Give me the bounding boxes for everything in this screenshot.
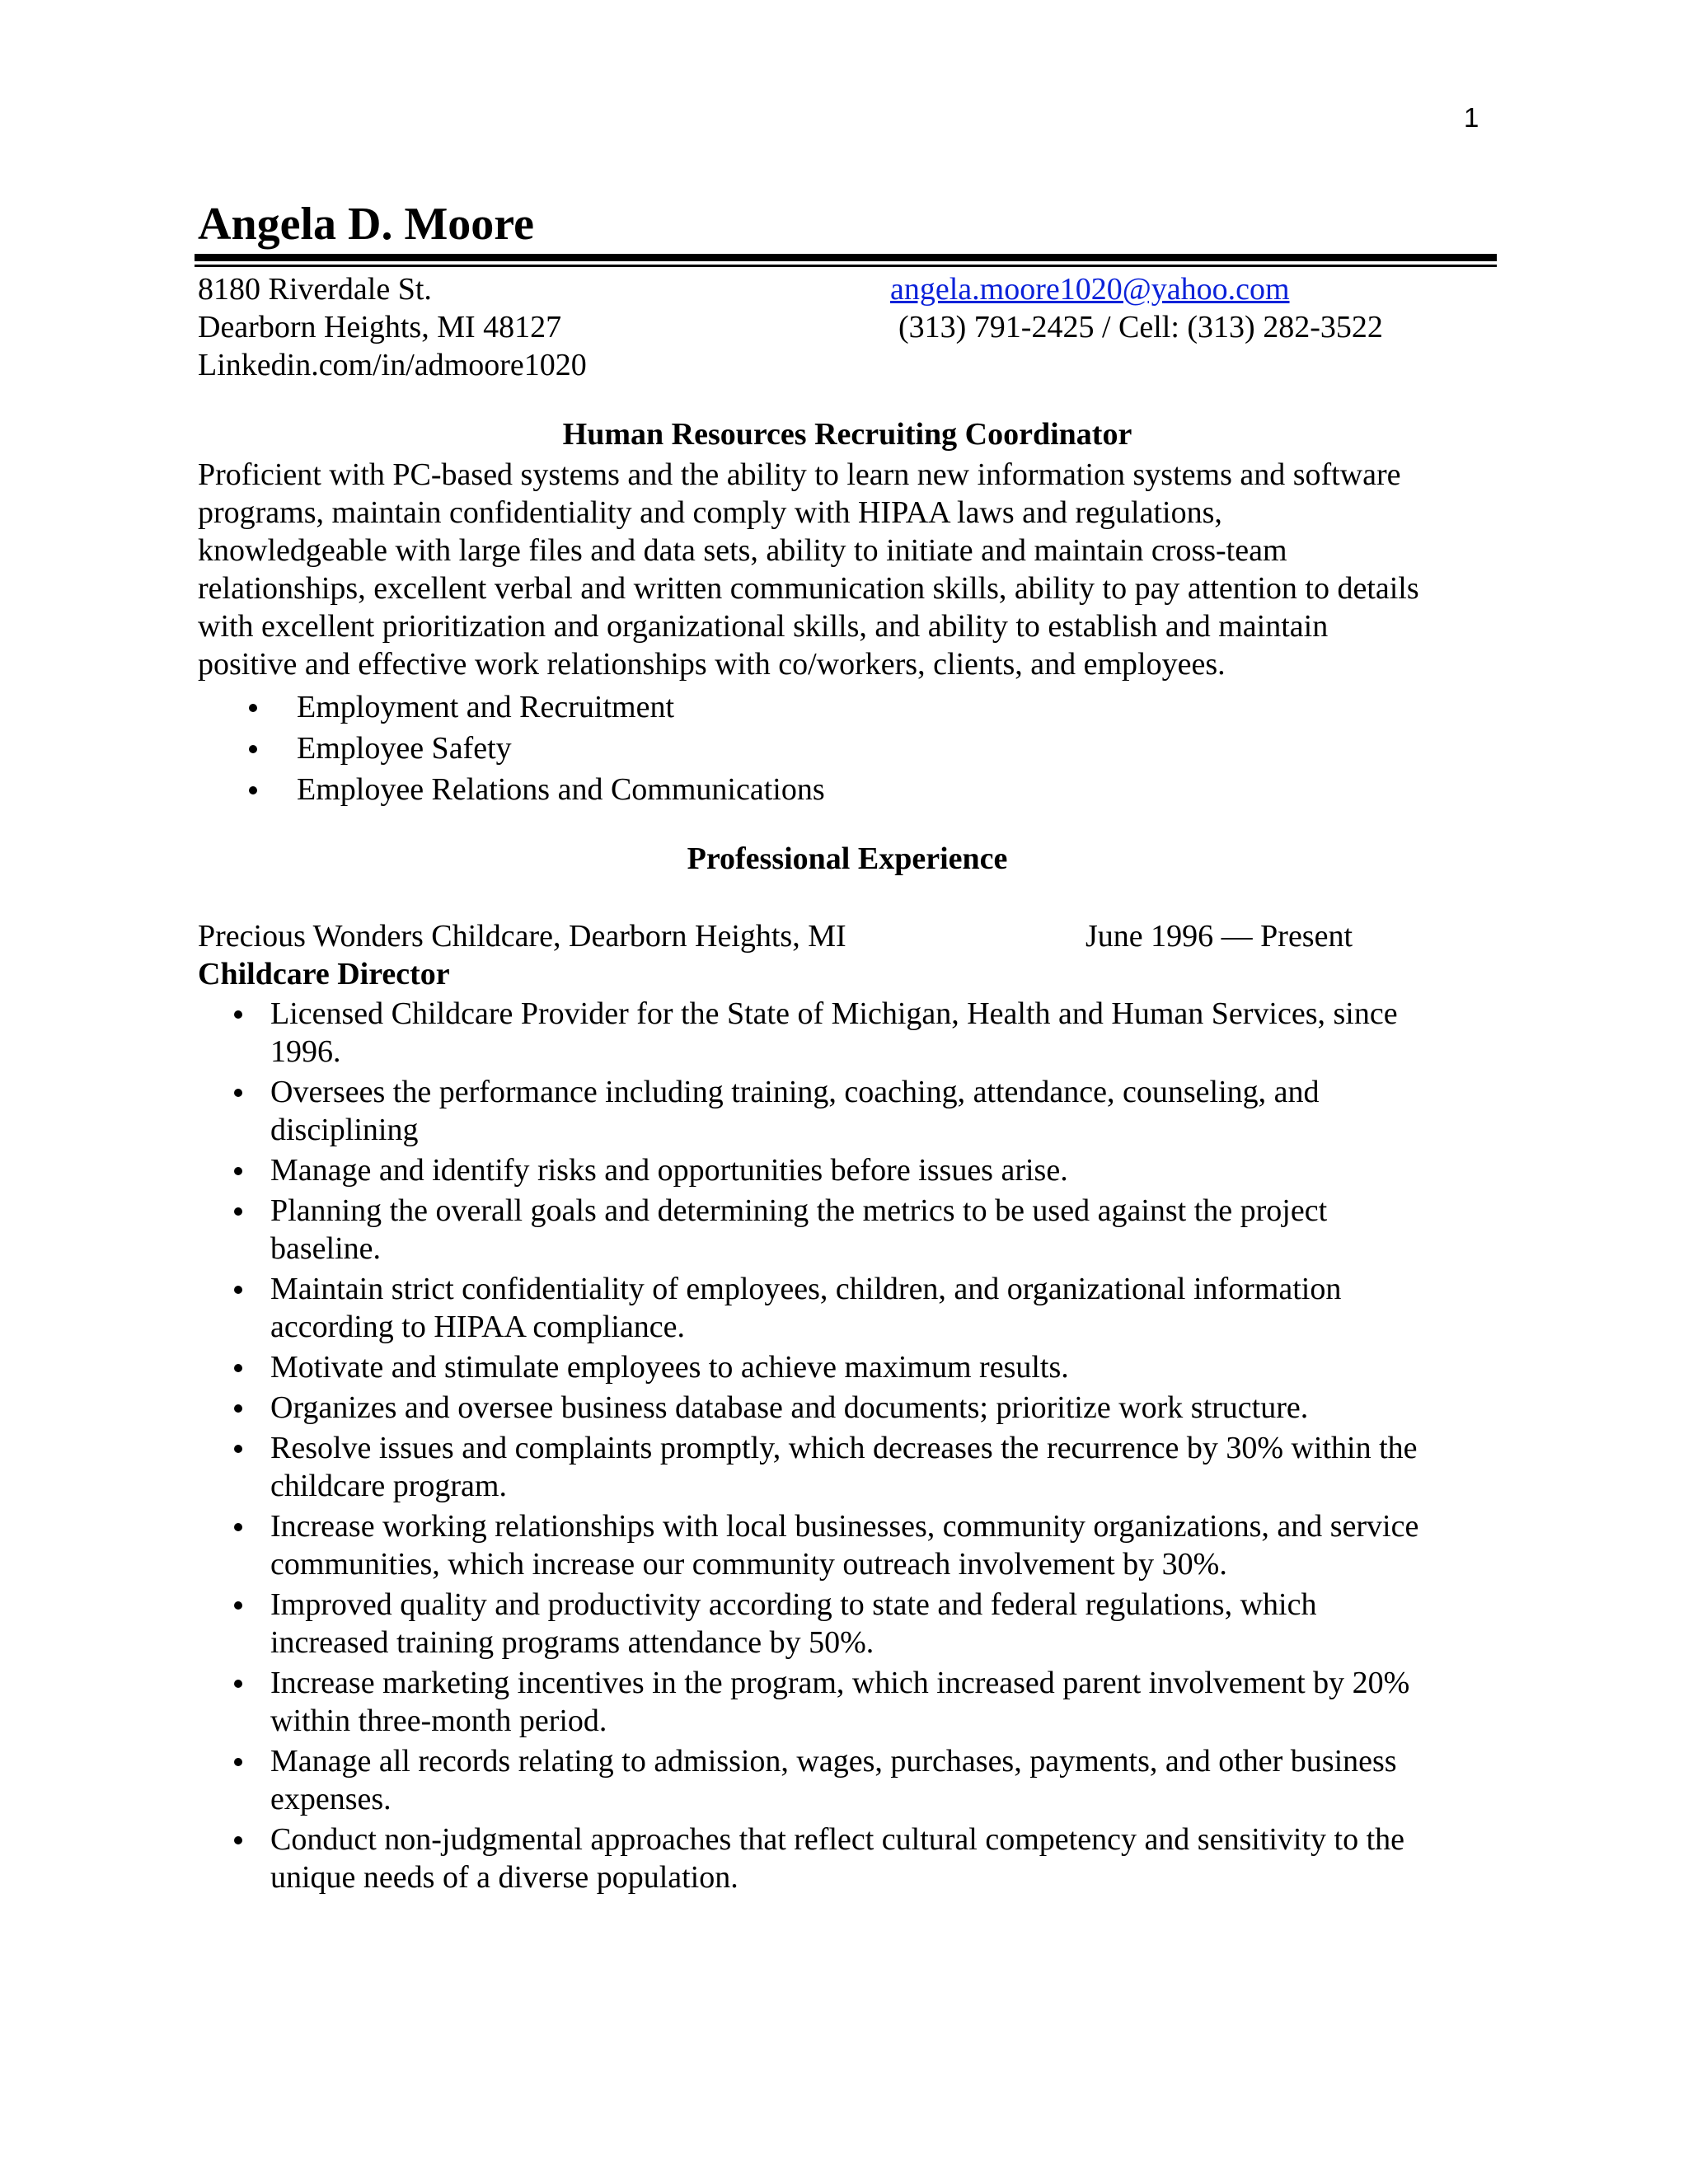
duty-item: Planning the overall goals and determining the metrics to be used against the project baseline. [198,1192,1517,1268]
job-company: Precious Wonders Childcare, Dearborn Heights, MI [198,919,846,954]
summary-line: with excellent prioritization and organizational skills, and ability to establish and maintain [198,609,1329,644]
header-rule-thin [195,265,1497,267]
duty-item: Organizes and oversee business database and documents; prioritize work structure. [198,1389,1517,1427]
summary-line: relationships, excellent verbal and written communication skills, ability to pay attention to details [198,571,1419,606]
job-dates: June 1996 — Present [1085,919,1353,954]
bullet-icon [234,1680,242,1688]
duty-item: Motivate and stimulate employees to achieve maximum results. [198,1348,1517,1386]
duty-item: Resolve issues and complaints promptly, which decreases the recurrence by 30% within the childcare program. [198,1429,1517,1505]
duty-item: Maintain strict confidentiality of employees, children, and organizational information according to HIPAA compliance. [198,1270,1517,1346]
bullet-icon [234,1207,242,1216]
address-street: 8180 Riverdale St. [198,272,432,307]
contact-info-block [890,270,1383,346]
bullet-icon [234,1010,242,1019]
skill-item: Employment and Recruitment [198,687,825,728]
skill-item: Employee Safety [198,728,825,769]
summary-line: Proficient with PC-based systems and the ability to learn new information systems and software [198,457,1401,492]
duty-item: Oversees the performance including training, coaching, attendance, counseling, and disciplining [198,1073,1517,1149]
bullet-icon [234,1089,242,1097]
skill-item: Employee Relations and Communications [198,769,825,810]
bullet-icon [234,1286,242,1294]
duty-item: Manage all records relating to admission, wages, purchases, payments, and other business expenses. [198,1742,1517,1818]
duty-item: Improved quality and productivity according to state and federal regulations, which increased training programs attendance by 50%. [198,1586,1517,1661]
bullet-icon [234,1364,242,1372]
summary-line: knowledgeable with large files and data sets, ability to initiate and maintain cross-team [198,533,1287,568]
bullet-icon [234,1836,242,1844]
bullet-icon [249,745,257,753]
bullet-icon [234,1523,242,1531]
job-title: Childcare Director [198,957,450,991]
contact-address-block [198,270,587,384]
bullet-icon [234,1167,242,1175]
duties-list [198,995,1517,1899]
bullet-icon [234,1445,242,1453]
header-rule-thick [195,254,1497,261]
address-city: Dearborn Heights, MI 48127 [198,310,562,344]
summary-line: programs, maintain confidentiality and comply with HIPAA laws and regulations, [198,495,1222,530]
bullet-icon [249,704,257,712]
duty-item: Manage and identify risks and opportunities before issues arise. [198,1151,1517,1189]
linkedin-url: Linkedin.com/in/admoore1020 [198,348,587,382]
experience-heading: Professional Experience [687,841,1008,876]
duty-item: Increase working relationships with local businesses, community organizations, and service communities, which increase our community outreach involvement by 30%. [198,1507,1517,1583]
bullet-icon [234,1404,242,1413]
page-number: 1 [1464,102,1479,133]
duty-item: Licensed Childcare Provider for the State of Michigan, Health and Human Services, since 1996. [198,995,1517,1071]
duty-item: Increase marketing incentives in the program, which increased parent involvement by 20% within three-month period. [198,1664,1517,1740]
summary-heading: Human Resources Recruiting Coordinator [562,417,1132,452]
bullet-icon [249,786,257,794]
candidate-name: Angela D. Moore [198,199,534,250]
skills-list [198,687,825,810]
duty-item: Conduct non-judgmental approaches that reflect cultural competency and sensitivity to the unique needs of a diverse population. [198,1821,1517,1896]
bullet-icon [234,1601,242,1610]
bullet-icon [234,1758,242,1766]
summary-line: positive and effective work relationships with co/workers, clients, and employees. [198,647,1226,682]
phone-numbers: (313) 791-2425 / Cell: (313) 282-3522 [898,310,1383,344]
summary-paragraph [198,456,1517,683]
email-link[interactable]: angela.moore1020@yahoo.com [890,272,1290,307]
